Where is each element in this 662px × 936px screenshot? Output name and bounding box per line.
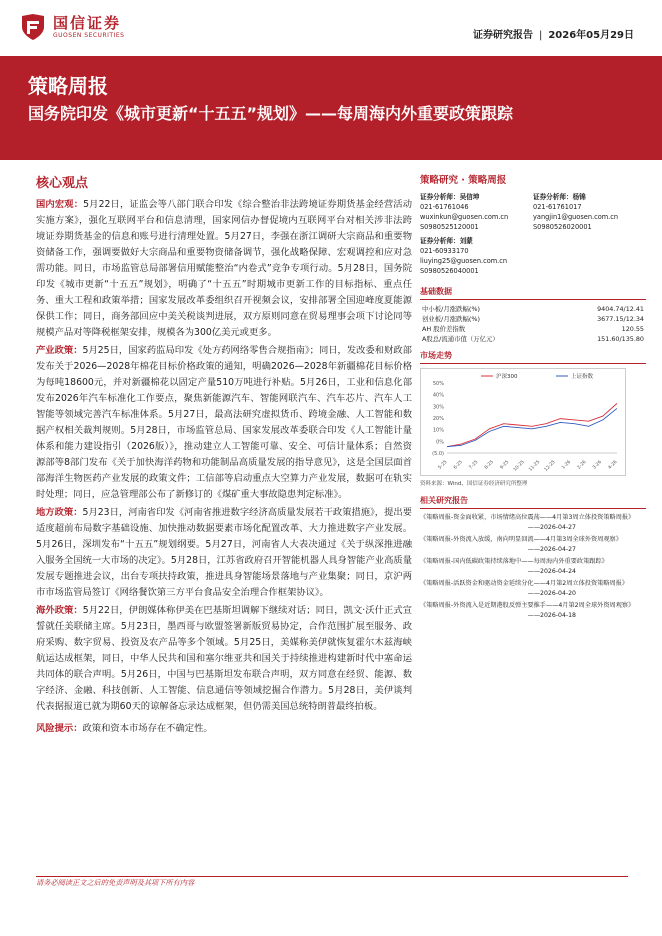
related-report-date: ——2026-04-24 — [527, 567, 576, 575]
related-report-title[interactable]: 《策略周报-资金面收紧，市场情绪高位震荡——4月第3周立体投资策略周报》 — [420, 514, 635, 521]
core-views — [36, 172, 412, 739]
x-tick-label: 3-26 — [592, 459, 603, 471]
analyst-cert: S0980525120001 — [420, 223, 479, 231]
related-report-date: ——2026-04-20 — [527, 589, 576, 597]
related-report-item[interactable] — [420, 579, 646, 598]
paragraph-label: 海外政策： — [36, 605, 83, 616]
analyst-email[interactable]: yangjin1@guosen.com.cn — [533, 213, 619, 221]
analyst-email[interactable]: wuxinkun@guosen.com.cn — [420, 213, 509, 221]
x-tick-label: 1-26 — [561, 459, 573, 471]
report-series-title: 策略周报 — [28, 74, 108, 98]
paragraph-label: 地方政策： — [36, 507, 83, 518]
analyst-phone: 021-60933170 — [420, 247, 469, 255]
logo-text-en: GUOSEN SECURITIES — [53, 31, 125, 39]
analyst-card — [533, 192, 646, 232]
y-tick-label: 10% — [432, 427, 444, 434]
paragraph-text: 5月23日，河南省印发《河南省推进数字经济高质量发展若干政策措施》，提出要适度超前布局数字基础设施、加快推动数据要素市场化配置改革、大力推进数字产业发展。5月26日，深圳发布“十五五”规划纲要。5月27日，河南省人大表决通过《关于纵深推进融入服务全国统一大市场的决定》。5月28日，江苏省政府召开智能机器人具身智能产业高质量发展专题推进会议，出台专项扶持政策，推进具身智能场景落地与产业集聚；同日，京沪两市市场监管局签订《网络餐饮第三方平台食品安全治理合作框架协议》。 — [36, 507, 412, 598]
x-tick-label: 10-25 — [512, 459, 526, 473]
series-line — [447, 408, 617, 446]
related-report-title[interactable]: 《策略周报-外资流入放缓，南向明显回流——4月第3周全球外资周观察》 — [420, 536, 622, 543]
paragraph-label: 国内宏观： — [36, 199, 84, 210]
analyst-email[interactable]: liuying25@guosen.com.cn — [420, 257, 508, 265]
analyst-label: 证券分析师： — [420, 237, 460, 245]
report-type: 证券研究报告 — [472, 30, 533, 41]
basic-data-key: A股总/流通市值（万亿元） — [422, 335, 499, 343]
x-tick-label: 9-25 — [499, 459, 511, 471]
disclaimer-notice: 请务必阅读正文之后的免责声明及其项下所有内容 — [36, 878, 195, 887]
footer-divider — [36, 876, 628, 877]
related-report-date: ——2026-04-27 — [527, 545, 576, 553]
x-tick-label: 6-25 — [453, 459, 464, 471]
analyst-name: 刘蒙 — [459, 237, 473, 245]
report-meta — [473, 26, 634, 41]
market-trend-title: 市场走势 — [420, 350, 646, 364]
basic-data-value: 9404.74/12.41 — [597, 305, 644, 313]
x-tick-label: 8-25 — [484, 459, 495, 471]
logo-text-cn: 国信证券 — [53, 13, 122, 32]
title-banner — [0, 56, 662, 160]
legend-label: 上证指数 — [571, 374, 594, 380]
basic-data-table — [420, 304, 646, 344]
related-report-item[interactable] — [420, 557, 646, 576]
related-report-date: ——2026-04-18 — [527, 611, 576, 619]
related-report-title[interactable]: 《策略周报-国内低碳政策持续落地中——每周海内外重要政策跟踪》 — [420, 558, 608, 565]
basic-data-row — [420, 334, 646, 344]
x-tick-label: 12-25 — [543, 459, 557, 473]
paragraph-label: 产业政策： — [36, 345, 83, 356]
related-report-item[interactable] — [420, 513, 646, 532]
basic-data-row — [420, 324, 646, 334]
paragraph-text: 政策和资本市场存在不确定性。 — [82, 723, 213, 734]
related-report-item[interactable] — [420, 601, 646, 620]
y-tick-label: 50% — [432, 381, 444, 387]
y-tick-label: 40% — [432, 392, 444, 399]
meta-separator: | — [538, 30, 543, 41]
y-tick-label: 30% — [432, 404, 444, 411]
analyst-phone: 021-61761017 — [533, 203, 582, 211]
x-tick-label: 7-25 — [468, 459, 480, 471]
market-trend-svg — [421, 369, 625, 475]
report-date: 2026年05月29日 — [548, 30, 634, 41]
paragraph-text: 5月22日，伊朗媒体称伊美在巴基斯坦调解下继续对话；同日，凯文·沃什正式宣誓就任美联储主席。5月23日，墨西哥与欧盟签署新版贸易协定，合作范围扩展至服务、政府采购、数字贸易、投资及农产品等多个领域。5月25日，美媒称美伊就恢复霍尔木兹海峡航运达成框架，同日，中华人民共和国和塞尔维亚共和国关于持续推进构建新时代中塞命运共同体的联合声明。5月26日，中国与巴基斯坦发布联合声明，双方同意在经贸、能源、数字经济、金融、科技创新、人工智能、信息通信等领域挖掘合作潜力。5月28日，美伊谈判代表据报道已就为期60天的谅解备忘录达成框架，但仍需美国总统特朗普最终拍板。 — [36, 605, 412, 712]
analyst-name: 吴信坤 — [459, 193, 480, 201]
analyst-list — [420, 192, 646, 280]
paragraph-label: 风险提示： — [36, 723, 83, 734]
sidebar-category: 策略研究 · 策略周报 — [420, 175, 507, 186]
legend-label: 沪深300 — [496, 374, 518, 380]
related-report-title[interactable]: 《策略周报-外资流入是近期港股反弹主要推手——4月第2周全球外资周观察》 — [420, 602, 635, 609]
paragraph-text: 5月25日，国家药监局印发《处方药网络零售合规指南》；同日，发改委和财政部发布关于2026—2028年棉花目标价格政策的通知，明确2026—2028年新疆棉花目标价格为每吨18600元，并对新疆棉花以固定产量510万吨进行补贴。5月26日，工业和信息化部发布2026年汽车标准化工作要点，聚焦新能源汽车、智能网联汽车、汽车芯片、汽车人工智能等领域完善汽车标准体系。5月27日，最高法研究虚拟货币、跨境金融、人工智能和数据产权相关裁判规则。5月28日，市场监管总局、国家发展改革委联合印发《人工智能计量体系和能力建设指引（2026版）》，推动建立人工智能可靠、安全、可信计量体系；自然资源部等8部门发布《关于加快海洋药物和功能制品高质量发展的指导意见》，这是全国层面首部海洋生物医药产业发展的政策文件；工信部等启动重点大空算力产业发展，数据可在轨实时处理；同日，应急管理部公布了新修订的《煤矿重大事故隐患判定标准》。 — [36, 345, 412, 500]
paragraph-domestic-macro — [36, 197, 412, 341]
x-tick-label: 5-25 — [437, 459, 449, 471]
y-tick-label: 0% — [436, 439, 444, 446]
sidebar — [420, 172, 646, 623]
analyst-label: 证券分析师： — [420, 193, 460, 201]
report-title: 国务院印发《城市更新“十五五”规划》——每周海内外重要政策跟踪 — [28, 104, 514, 123]
paragraph-overseas-policy — [36, 603, 412, 715]
related-report-date: ——2026-04-27 — [527, 523, 576, 531]
basic-data-row — [420, 314, 646, 324]
analyst-cert: S0980526040001 — [420, 267, 479, 275]
basic-data-key: AH 股价差指数 — [422, 325, 466, 333]
related-reports-title: 相关研究报告 — [420, 495, 646, 509]
related-report-title[interactable]: 《策略周报-活跃资金和驱动资金延续分化——4月第2周立体投资策略周报》 — [420, 580, 629, 587]
y-tick-label: (5.0) — [432, 451, 444, 457]
related-report-item[interactable] — [420, 535, 646, 554]
paragraph-industry-policy — [36, 343, 412, 503]
analyst-phone: 021-61761046 — [420, 203, 469, 211]
basic-data-row — [420, 304, 646, 314]
analyst-card — [420, 236, 533, 276]
related-reports-list — [420, 513, 646, 620]
paragraph-local-policy — [36, 505, 412, 601]
basic-data-key: 创业板/月涨跌幅(%) — [422, 315, 480, 323]
analyst-name: 杨锦 — [572, 193, 586, 201]
guosen-logo-icon — [18, 12, 48, 42]
x-tick-label: 2-26 — [576, 459, 588, 471]
x-tick-label: 11-25 — [528, 459, 542, 473]
guosen-logo — [18, 12, 124, 42]
analyst-label: 证券分析师： — [533, 193, 573, 201]
basic-data-title: 基础数据 — [420, 286, 646, 300]
chart-source: 资料来源：Wind、国信证券经济研究所整理 — [420, 481, 528, 487]
market-trend-chart — [420, 368, 626, 476]
basic-data-value: 120.55 — [621, 325, 644, 333]
y-tick-label: 20% — [432, 416, 444, 422]
page-header — [0, 0, 662, 56]
basic-data-value: 3677.15/12.34 — [597, 315, 644, 323]
analyst-card — [420, 192, 533, 232]
analyst-cert: S0980526020001 — [533, 223, 592, 231]
basic-data-value: 151.60/135.80 — [597, 335, 644, 343]
x-tick-label: 4-26 — [607, 459, 619, 471]
paragraph-text: 5月22日，证监会等八部门联合印发《综合整治非法跨境证券期货基金经营活动实施方案》，强化互联网平台和信息清理，国家网信办督促境内互联网平台对相关涉非法跨境证券期货基金的信息和账号进行清理处置。5月27日，李强在浙江调研大宗商品和重要物资储备工作，强调要做好大宗商品和重要物资储备调节，强化战略保障、宏观调控和应对急需功能。同日，市场监管总局部署信用赋能整治“内卷式”竞争专项行动。5月28日，国务院印发《城市更新“十五五”规划》，明确了“十五五”时期城市更新工作的目标指标、重点任务、重大工程和政策举措；国家发展改革委组织召开视频会议，安排部署全国迎峰度夏能源保供工作；同日，商务部回应中美关税谈判进展，双方原则同意在贸易理事会项下讨论同等规模产品对等降税框架安排，规模各为300亿美元或更多。 — [36, 199, 412, 338]
paragraph-risk — [36, 721, 412, 737]
core-views-title: 核心观点 — [36, 176, 89, 191]
basic-data-key: 中小板/月涨跌幅(%) — [422, 305, 480, 313]
